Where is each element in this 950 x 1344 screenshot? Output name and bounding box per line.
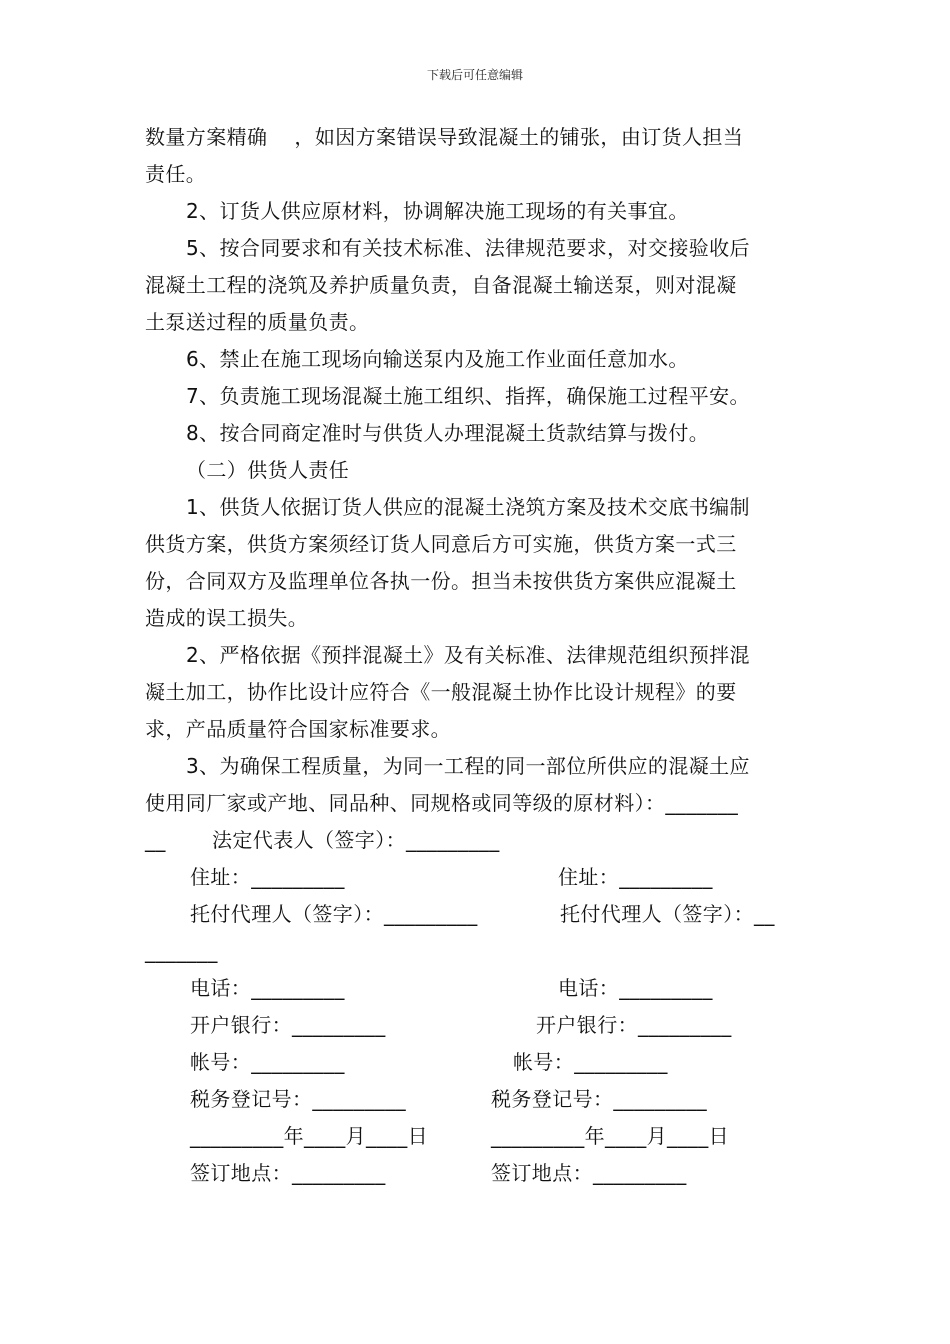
paragraph-line: 使用同厂家或产地、同品种、同规格或同等级的原材料）：_______ <box>145 791 739 815</box>
date-field-right: _________年____月____日 <box>491 1124 729 1148</box>
section-heading: （二）供货人责任 <box>186 458 350 482</box>
paragraph-line: 2、订货人供应原材料，协调解决施工现场的有关事宜。 <box>186 199 689 223</box>
page-header: 下载后可任意编辑 <box>426 68 523 82</box>
paragraph-line: 求，产品质量符合国家标准要求。 <box>145 717 451 741</box>
paragraph-line: 混凝土工程的浇筑及养护质量负责，自备混凝土输送泵，则对混凝 <box>145 273 737 297</box>
paragraph-line: 凝土加工，协作比设计应符合《一般混凝土协作比设计规程》的要 <box>145 680 737 704</box>
account-field-right: 帐号：_________ <box>513 1050 668 1074</box>
tax-id-field-left: 税务登记号：_________ <box>190 1087 406 1111</box>
paragraph-line: 3、为确保工程质量，为同一工程的同一部位所供应的混凝土应 <box>186 754 750 778</box>
agent-signature-field-right: 托付代理人（签字）：__ <box>560 902 775 926</box>
legal-rep-signature-field: 法定代表人（签字）：_________ <box>212 828 500 852</box>
address-field-right: 住址：_________ <box>558 865 713 889</box>
paragraph-line: 2、严格依据《预拌混凝土》及有关标准、法律规范组织预拌混 <box>186 643 750 667</box>
paragraph-line: 供货方案，供货方案须经订货人同意后方可实施，供货方案一式三 <box>145 532 737 556</box>
bank-field-right: 开户银行：_________ <box>536 1013 732 1037</box>
signing-place-field-left: 签订地点：_________ <box>190 1161 386 1185</box>
bank-field-left: 开户银行：_________ <box>190 1013 386 1037</box>
paragraph-line: 土泵送过程的质量负责。 <box>145 310 370 334</box>
blank-line: __ <box>145 828 166 852</box>
tax-id-field-right: 税务登记号：_________ <box>491 1087 707 1111</box>
blank-line: _______ <box>145 939 218 963</box>
paragraph-line: 7、负责施工现场混凝土施工组织、指挥，确保施工过程平安。 <box>186 384 750 408</box>
paragraph-line: 数量方案精确 ，如因方案错误导致混凝土的铺张，由订货人担当 <box>145 125 744 149</box>
paragraph-line: 6、禁止在施工现场向输送泵内及施工作业面任意加水。 <box>186 347 689 371</box>
paragraph-line: 份，合同双方及监理单位各执一份。担当未按供货方案供应混凝土 <box>145 569 737 593</box>
signing-place-field-right: 签订地点：_________ <box>491 1161 687 1185</box>
paragraph-line: 1、供货人依据订货人供应的混凝土浇筑方案及技术交底书编制 <box>186 495 750 519</box>
paragraph-line: 造成的误工损失。 <box>145 606 309 630</box>
phone-field-left: 电话：_________ <box>190 976 345 1000</box>
address-field-left: 住址：_________ <box>190 865 345 889</box>
account-field-left: 帐号：_________ <box>190 1050 345 1074</box>
paragraph-line: 8、按合同商定准时与供货人办理混凝土货款结算与拨付。 <box>186 421 710 445</box>
paragraph-line: 责任。 <box>145 162 207 186</box>
phone-field-right: 电话：_________ <box>558 976 713 1000</box>
paragraph-line: 5、按合同要求和有关技术标准、法律规范要求，对交接验收后 <box>186 236 750 260</box>
date-field-left: _________年____月____日 <box>190 1124 428 1148</box>
agent-signature-field-left: 托付代理人（签字）：_________ <box>190 902 478 926</box>
